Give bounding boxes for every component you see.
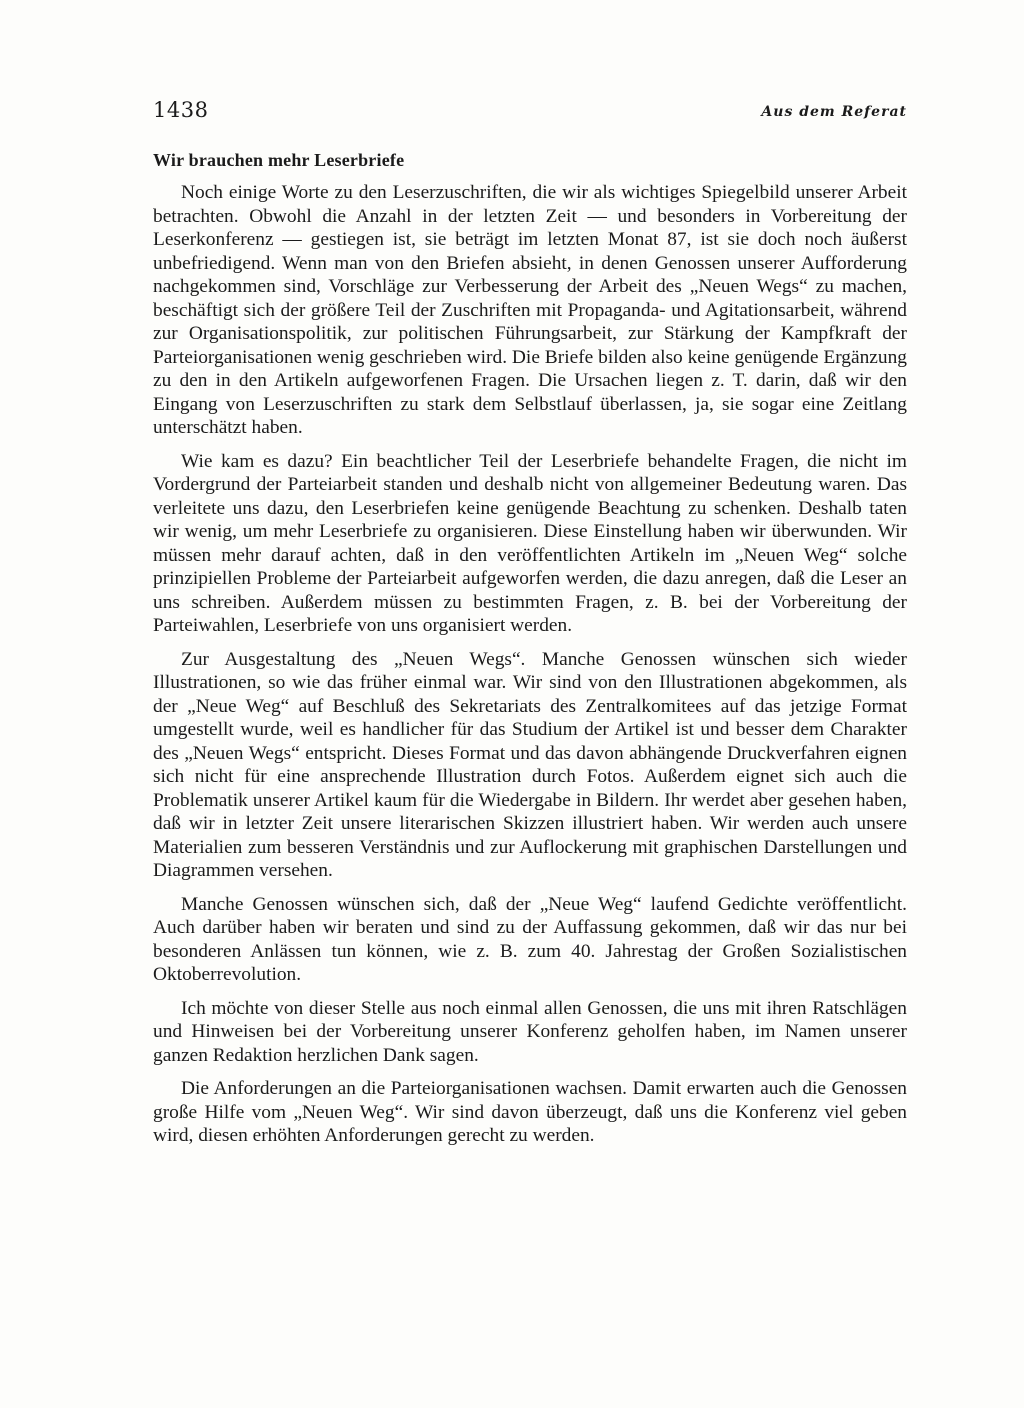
paragraph-4: Manche Genossen wünschen sich, daß der „Neue Weg“ laufend Gedichte veröffentlicht. Auch darüber haben wir beraten und sind zu der Auffassung gekommen, daß wir das nur bei besonderen Anlässen tun können, wie z. B. zum 40. Jahrestag der Großen Sozialistischen Oktoberrevolution. bbox=[153, 893, 907, 985]
article-section bbox=[153, 150, 907, 1158]
running-title: Aus dem Referat bbox=[761, 104, 907, 120]
paragraph-5: Ich möchte von dieser Stelle aus noch einmal allen Genossen, die uns mit ihren Ratschlägen und Hinweisen bei der Vorbereitung unserer Konferenz geholfen haben, im Namen unserer ganzen Redaktion herzlichen Dank sagen. bbox=[153, 997, 907, 1066]
paragraph-1: Noch einige Worte zu den Leserzuschriften, die wir als wichtiges Spiegelbild unserer Arbeit betrachten. Obwohl die Anzahl in der letzten Zeit — und besonders in Vorbereitung der Leserkonferenz — gestiegen ist, sie beträgt im letzten Monat 87, ist sie doch noch äußerst unbefriedigend. Wenn man von den Briefen absieht, in denen Genossen unserer Aufforderung nachgekommen sind, Vorschläge zur Verbesserung der Arbeit des „Neuen Wegs“ zu machen, beschäftigt sich der größere Teil der Zuschriften mit Propaganda- und Agitationsarbeit, während zur Organisationspolitik, zur politischen Führungsarbeit, zur Stärkung der Kampfkraft der Parteiorganisationen wenig geschrieben wird. Die Briefe bilden also keine genügende Ergänzung zu den in den Artikeln aufgeworfenen Fragen. Die Ursachen liegen z. T. darin, daß wir den Eingang von Leserzuschriften zu stark dem Selbstlauf überlassen, ja, sie sogar eine Zeitlang unterschätzt haben. bbox=[153, 182, 907, 438]
page-number: 1438 bbox=[153, 98, 209, 122]
paragraph-2: Wie kam es dazu? Ein beachtlicher Teil der Leserbriefe behandelte Fragen, die nicht im Vordergrund der Parteiarbeit standen und deshalb nicht von allgemeiner Bedeutung waren. Das verleitete uns dazu, den Leserbriefen keine genügende Beachtung zu schenken. Deshalb taten wir wenig, um mehr Leserbriefe zu organisieren. Diese Einstellung haben wir überwunden. Wir müssen mehr darauf achten, daß in den veröffentlichten Artikeln im „Neuen Weg“ solche prinzipiellen Probleme der Parteiarbeit aufgeworfen werden, die dazu anregen, daß die Leser an uns schreiben. Außerdem müssen zu bestimmten Fragen, z. B. bei der Vorbereitung der Parteiwahlen, Leserbriefe von uns organisiert werden. bbox=[153, 450, 907, 636]
paragraph-3: Zur Ausgestaltung des „Neuen Wegs“. Manche Genossen wünschen sich wieder Illustrationen, so wie das früher einmal war. Wir sind von den Illustrationen abgekommen, als der „Neue Weg“ auf Beschluß des Sekretariats des Zentralkomitees auf das jetzige Format umgestellt wurde, weil es handlicher für das Studium der Artikel ist und besser dem Charakter des „Neuen Wegs“ entspricht. Dieses Format und das davon abhängende Druckverfahren eignen sich nicht für eine ansprechende Illustration durch Fotos. Außerdem eignet sich auch die Problematik unserer Artikel kaum für die Wiedergabe in Bildern. Ihr werdet aber gesehen haben, daß wir in letzter Zeit unsere literarischen Skizzen illustriert haben. Wir werden auch unsere Materialien zum besseren Verständnis und zur Auflockerung mit graphischen Darstellungen und Diagrammen versehen. bbox=[153, 648, 907, 881]
page-header bbox=[153, 98, 907, 128]
section-heading: Wir brauchen mehr Leserbriefe bbox=[153, 150, 405, 170]
paragraph-6: Die Anforderungen an die Parteiorganisationen wachsen. Damit erwarten auch die Genossen große Hilfe vom „Neuen Weg“. Wir sind davon überzeugt, daß uns die Konferenz viel geben wird, diesen erhöhten Anforderungen gerecht zu werden. bbox=[153, 1078, 907, 1146]
